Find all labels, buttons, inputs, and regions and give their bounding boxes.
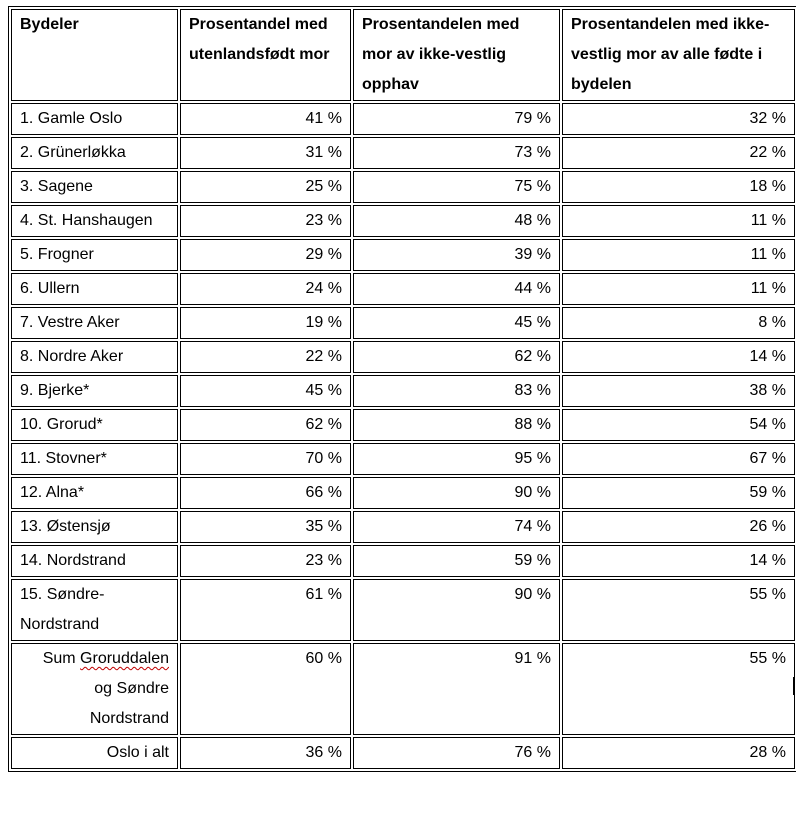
pct-non-western-of-all: 38 % xyxy=(562,375,795,407)
pct-foreign-born-mother: 41 % xyxy=(180,103,351,135)
pct-non-western-of-all: 11 % xyxy=(562,273,795,305)
pct-foreign-born-mother: 23 % xyxy=(180,545,351,577)
district-name-line1: 15. Søndre- xyxy=(20,586,105,603)
pct-non-western-of-all: 55 % xyxy=(562,579,795,641)
pct-non-western-origin: 59 % xyxy=(353,545,560,577)
header-ikke-vestlig-alle-fodte: Prosentandelen med ikke-vestlig mor av alle fødte i bydelen xyxy=(562,9,795,101)
pct-foreign-born-mother: 35 % xyxy=(180,511,351,543)
table-row xyxy=(11,579,795,641)
table-row xyxy=(11,511,795,543)
total-label: Oslo i alt xyxy=(11,737,178,769)
table-row xyxy=(11,375,795,407)
district-name: 10. Grorud* xyxy=(11,409,178,441)
pct-non-western-of-all: 67 % xyxy=(562,443,795,475)
sum-label-prefix: Sum xyxy=(42,650,76,667)
district-name: 2. Grünerløkka xyxy=(11,137,178,169)
pct-foreign-born-mother: 24 % xyxy=(180,273,351,305)
pct-non-western-of-all: 14 % xyxy=(562,545,795,577)
pct-non-western-of-all: 28 % xyxy=(562,737,795,769)
pct-foreign-born-mother: 45 % xyxy=(180,375,351,407)
pct-non-western-of-all: 14 % xyxy=(562,341,795,373)
pct-foreign-born-mother: 19 % xyxy=(180,307,351,339)
district-name: 6. Ullern xyxy=(11,273,178,305)
pct-non-western-origin: 73 % xyxy=(353,137,560,169)
pct-non-western-origin: 91 % xyxy=(353,643,560,735)
table-row xyxy=(11,477,795,509)
table-row xyxy=(11,103,795,135)
table-body xyxy=(11,103,795,769)
pct-non-western-origin: 95 % xyxy=(353,443,560,475)
pct-non-western-origin: 44 % xyxy=(353,273,560,305)
district-name: 12. Alna* xyxy=(11,477,178,509)
text-cursor xyxy=(793,677,794,695)
table-row xyxy=(11,443,795,475)
district-name: 1. Gamle Oslo xyxy=(11,103,178,135)
sum-label xyxy=(11,643,178,735)
table-row xyxy=(11,137,795,169)
total-row xyxy=(11,737,795,769)
district-name: 8. Nordre Aker xyxy=(11,341,178,373)
pct-non-western-origin: 75 % xyxy=(353,171,560,203)
pct-non-western-of-all: 59 % xyxy=(562,477,795,509)
pct-non-western-of-all: 55 % xyxy=(562,643,795,735)
pct-foreign-born-mother: 62 % xyxy=(180,409,351,441)
pct-non-western-of-all: 32 % xyxy=(562,103,795,135)
pct-non-western-of-all: 22 % xyxy=(562,137,795,169)
pct-non-western-of-all: 8 % xyxy=(562,307,795,339)
pct-foreign-born-mother: 31 % xyxy=(180,137,351,169)
sum-label-line3: Nordstrand xyxy=(89,710,169,727)
pct-non-western-origin: 88 % xyxy=(353,409,560,441)
pct-non-western-of-all: 26 % xyxy=(562,511,795,543)
district-name-line2: Nordstrand xyxy=(20,616,100,633)
district-name: 7. Vestre Aker xyxy=(11,307,178,339)
pct-foreign-born-mother: 70 % xyxy=(180,443,351,475)
pct-non-western-of-all: 11 % xyxy=(562,205,795,237)
sum-label-line2: og Søndre xyxy=(94,680,169,697)
pct-non-western-origin: 83 % xyxy=(353,375,560,407)
pct-foreign-born-mother: 60 % xyxy=(180,643,351,735)
header-utenlandsfodt-mor: Prosentandel med utenlandsfødt mor xyxy=(180,9,351,101)
district-name: 14. Nordstrand xyxy=(11,545,178,577)
pct-foreign-born-mother: 36 % xyxy=(180,737,351,769)
pct-non-western-of-all: 11 % xyxy=(562,239,795,271)
pct-foreign-born-mother: 25 % xyxy=(180,171,351,203)
sum-row xyxy=(11,643,795,735)
district-name: 9. Bjerke* xyxy=(11,375,178,407)
pct-non-western-origin: 90 % xyxy=(353,477,560,509)
table-row xyxy=(11,205,795,237)
table-row xyxy=(11,273,795,305)
table-row xyxy=(11,171,795,203)
pct-foreign-born-mother: 22 % xyxy=(180,341,351,373)
pct-non-western-of-all: 54 % xyxy=(562,409,795,441)
district-name: 13. Østensjø xyxy=(11,511,178,543)
table-row xyxy=(11,341,795,373)
district-name: 4. St. Hanshaugen xyxy=(11,205,178,237)
pct-non-western-origin: 48 % xyxy=(353,205,560,237)
statistics-table xyxy=(8,6,796,772)
pct-non-western-origin: 45 % xyxy=(353,307,560,339)
district-name: 5. Frogner xyxy=(11,239,178,271)
district-name: 11. Stovner* xyxy=(11,443,178,475)
header-row xyxy=(11,9,795,101)
district-name: 3. Sagene xyxy=(11,171,178,203)
pct-non-western-origin: 39 % xyxy=(353,239,560,271)
table-row xyxy=(11,239,795,271)
pct-foreign-born-mother: 61 % xyxy=(180,579,351,641)
district-name xyxy=(11,579,178,641)
header-bydeler: Bydeler xyxy=(11,9,178,101)
pct-non-western-of-all: 18 % xyxy=(562,171,795,203)
pct-foreign-born-mother: 66 % xyxy=(180,477,351,509)
pct-non-western-origin: 79 % xyxy=(353,103,560,135)
pct-non-western-origin: 62 % xyxy=(353,341,560,373)
table-row xyxy=(11,409,795,441)
pct-foreign-born-mother: 29 % xyxy=(180,239,351,271)
pct-non-western-origin: 74 % xyxy=(353,511,560,543)
pct-non-western-origin: 90 % xyxy=(353,579,560,641)
table-row xyxy=(11,545,795,577)
header-ikke-vestlig-opphav: Prosentandelen med mor av ikke-vestlig opphav xyxy=(353,9,560,101)
table-row xyxy=(11,307,795,339)
pct-foreign-born-mother: 23 % xyxy=(180,205,351,237)
sum-label-groruddalen: Groruddalen xyxy=(80,650,169,667)
pct-non-western-origin: 76 % xyxy=(353,737,560,769)
